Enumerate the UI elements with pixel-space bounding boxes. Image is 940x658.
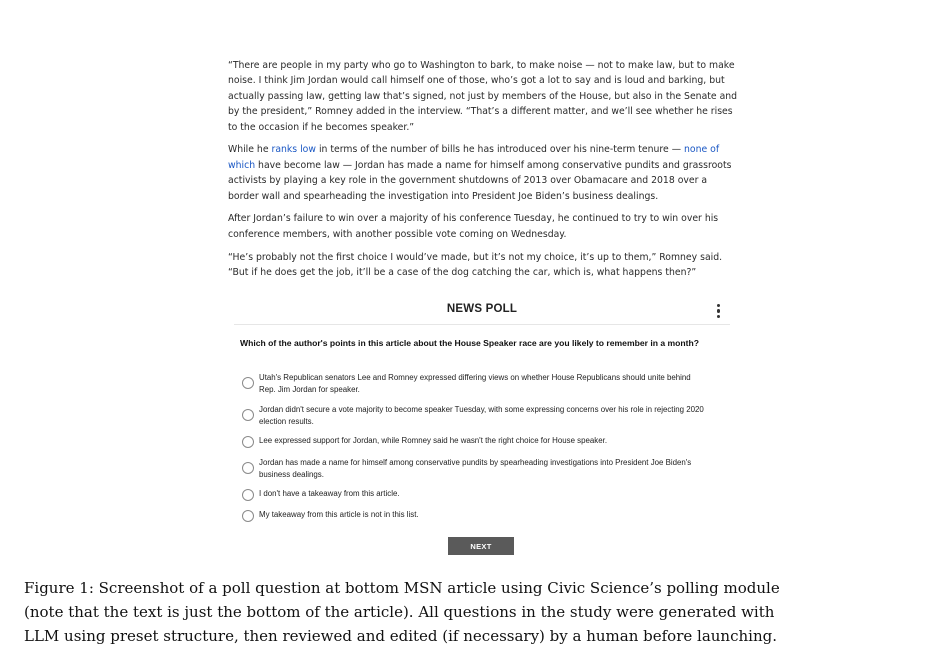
figure-caption xyxy=(24,576,928,648)
caption-line: (note that the text is just the bottom of the article). All questions in the study were generated with xyxy=(24,603,775,621)
poll-title: NEWS POLL xyxy=(446,303,518,315)
article-text: in terms of the number of bills he has introduced over his nine-term tenure — xyxy=(315,144,684,156)
poll-option-label: I don't have a takeaway from this article. xyxy=(259,489,400,498)
radio-button[interactable] xyxy=(242,377,254,389)
article-text: While he xyxy=(228,144,272,156)
article-paragraph-2 xyxy=(228,142,738,204)
poll-option-label: Utah's Republican senators Lee and Romney expressed differing views on whether House Republicans should unite behind Rep. Jim Jordan for speaker. xyxy=(259,373,691,395)
radio-button[interactable] xyxy=(242,510,254,522)
poll-option-label: Lee expressed support for Jordan, while Romney said he wasn't the right choice for House speaker. xyxy=(259,436,608,445)
kebab-menu-icon[interactable] xyxy=(716,303,722,319)
radio-button[interactable] xyxy=(242,462,254,474)
radio-button[interactable] xyxy=(242,436,254,448)
ranks-low-link[interactable]: ranks low xyxy=(271,144,316,156)
none-of-which-link[interactable]: none of which xyxy=(228,144,720,171)
article-paragraph-3: After Jordan’s failure to win over a majority of his conference Tuesday, he continued to try to win over his conference members, with another possible vote coming on Wednesday. xyxy=(228,213,719,240)
poll-option-label: Jordan has made a name for himself among conservative pundits by spearheading investigations into President Joe Biden's business dealings. xyxy=(259,458,692,480)
poll-option-label: My takeaway from this article is not in this list. xyxy=(259,510,419,519)
caption-line: LLM using preset structure, then reviewed and edited (if necessary) by a human before launching. xyxy=(24,627,777,645)
radio-button[interactable] xyxy=(242,489,254,501)
next-button[interactable]: NEXT xyxy=(448,537,514,555)
news-poll xyxy=(234,300,730,562)
poll-question: Which of the author's points in this article about the House Speaker race are you likely to remember in a month? xyxy=(240,338,700,348)
poll-header xyxy=(234,300,730,325)
poll-option-label: Jordan didn't secure a vote majority to become speaker Tuesday, with some expressing concerns over his role in rejecting 2020 election results. xyxy=(259,405,704,427)
article-paragraph-4: “He’s probably not the first choice I would’ve made, but it’s not my choice, it’s up to them,” Romney said. “But if he does get the job, it’ll be a case of the dog catching the car, which is, what happens then?” xyxy=(228,251,723,279)
caption-line: Figure 1: Screenshot of a poll question at bottom MSN article using Civic Science’s polling module xyxy=(24,579,780,597)
radio-button[interactable] xyxy=(242,409,254,421)
article-paragraph-1: “There are people in my party who go to Washington to bark, to make noise — not to make law, but to make noise. I think Jim Jordan would call himself one of those, who’s got a lot to say and is loud and barking, but actually passing law, getting law that’s signed, not just by members of the House, but also in the Senate and by the president,” Romney added in the interview. “That’s a different matter, and we’ll see whether he rises to the occasion if he becomes speaker.” xyxy=(228,60,738,133)
article-body xyxy=(228,58,738,288)
article-text: have become law — Jordan has made a name for himself among conservative pundits and grassroots activists by playing a key role in the government shutdowns of 2013 over Obamacare and 2018 over a border wall and spearheading the investigation into President Joe Biden’s business dealings. xyxy=(228,159,732,202)
